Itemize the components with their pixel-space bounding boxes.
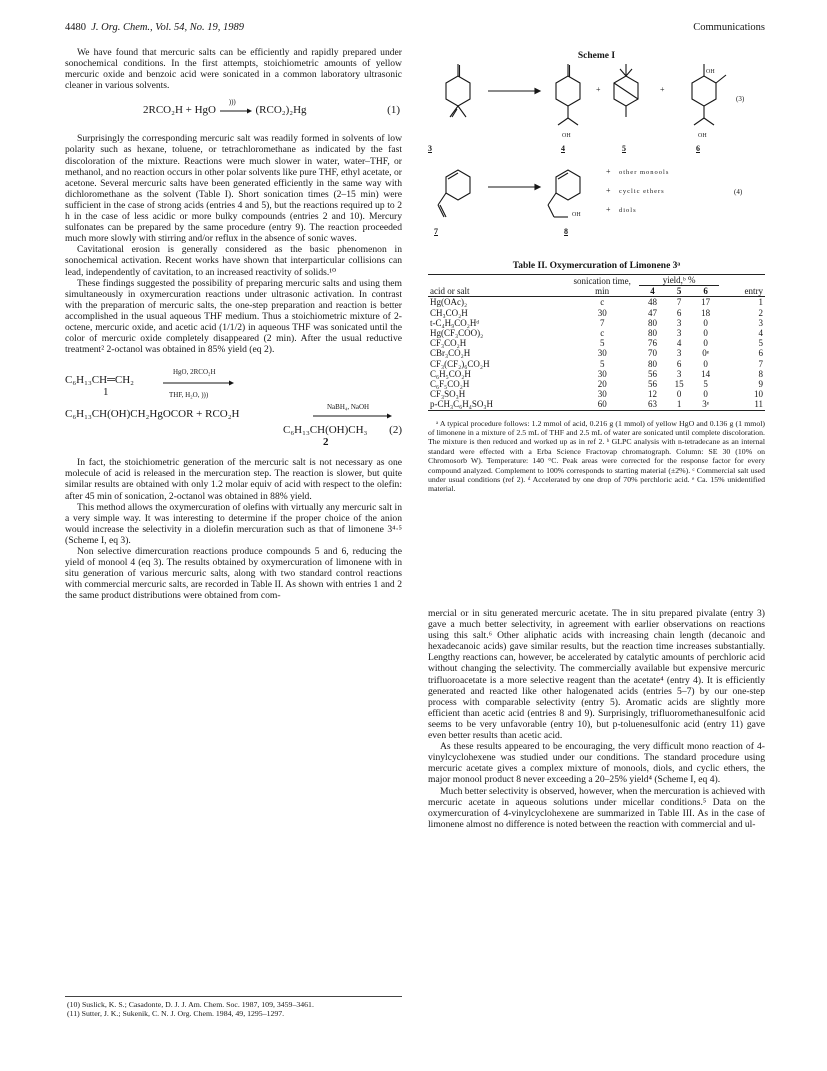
label-6: 6 <box>696 144 700 153</box>
eq2-number: (2) <box>389 424 402 437</box>
footnote-11: (11) Sutter, J. K.; Sukenik, C. N. J. Org. Chem. 1984, 49, 1295–1297. <box>67 1009 285 1019</box>
table-title: Table II. Oxymercuration of Limonene 3ᵃ <box>512 261 681 271</box>
plus-sign: + <box>606 205 611 214</box>
cell-acid: C₆F₅CO₂H <box>430 379 470 390</box>
cell-acid: C₆H₅CO₂H <box>430 368 471 379</box>
scheme-drawing <box>428 47 765 260</box>
left-column <box>65 47 402 601</box>
other-monools: other monools <box>619 169 670 176</box>
eq3-number: (3) <box>736 95 745 103</box>
equation-2 <box>65 359 402 451</box>
cell-acid: CH₃CO₂H <box>430 307 468 318</box>
cell-yield-6: 0 <box>703 317 708 328</box>
paragraph: Non selective dimercuration reactions produce compounds 5 and 6, reducing the yield of monool 4 (eq 3). The results obtained by oxymercuration of limonene with in situ generation of various mercuric salts, along with two standard control reactions with commercial mercuric salts, are recorded in Table II. As shown with entries 1 and 2 the same product distributions were obtained from com- <box>65 546 402 602</box>
compound-8-ring <box>556 170 580 200</box>
table-2 <box>428 261 765 494</box>
footnotes <box>65 996 402 1019</box>
header-acid: acid or salt <box>428 275 565 297</box>
header-4: 4 <box>650 286 655 297</box>
page-number: 4480 <box>65 22 86 33</box>
cell-yield-5: 7 <box>676 297 682 308</box>
eq4-number: (4) <box>734 188 743 196</box>
eq2-intermediate: C₆H₁₃CH(OH)CH₂HgOCOR + RCO₂H <box>65 408 240 421</box>
header-entry: entry <box>719 275 765 297</box>
paragraph: Cavitational erosion is generally considered as the basic phenomenon in sonochemical activation. Recent works have shown that interparticular collisions can lead, independently of cavitation, to an increased reactivity of solids.¹⁰ <box>65 244 402 278</box>
cell-yield-4: 80 <box>647 358 657 369</box>
page-header <box>65 22 765 36</box>
cell-yield-4: 70 <box>647 348 657 359</box>
cell-time: 30 <box>597 368 607 379</box>
header-sonication: sonication time, min <box>565 275 639 297</box>
cell-acid: t-C₄H₉CO₂Hᵈ <box>430 317 480 328</box>
cell-yield-4: 80 <box>647 317 657 328</box>
table-row <box>428 359 765 369</box>
table-row <box>428 297 765 308</box>
cell-yield-6: 0 <box>703 328 708 339</box>
eq2-reagent-below-1: THF, H₂O, ))) <box>169 391 209 400</box>
cell-acid: p-CH₃C₆H₄SO₃H <box>430 399 494 410</box>
table-row <box>428 318 765 328</box>
cell-yield-6: 18 <box>701 307 711 318</box>
cell-entry: 9 <box>758 379 763 390</box>
cell-acid: Hg(OAc)₂ <box>430 297 468 308</box>
right-column-text <box>428 608 765 830</box>
table-row <box>428 369 765 379</box>
cell-yield-5: 4 <box>676 338 682 349</box>
cell-yield-5: 3 <box>676 368 682 379</box>
scheme-title: Scheme I <box>577 51 616 61</box>
cyclic-ethers: cyclic ethers <box>619 188 665 195</box>
oh-label-4: OH <box>562 133 571 139</box>
eq1-number: (1) <box>387 104 400 117</box>
cell-yield-6: 17 <box>701 297 711 308</box>
header-left <box>65 22 244 33</box>
eq1-reactants: 2RCO₂H + HgO <box>143 104 216 117</box>
section-name: Communications <box>693 22 765 33</box>
eq2-label-1: 1 <box>103 386 109 399</box>
cell-entry: 8 <box>758 368 763 379</box>
plus-sign: + <box>660 85 665 94</box>
paragraph: As these results appeared to be encouraging, the very difficult mono reaction of 4-vinylcyclohexene was studied under our conditions. The standard procedure using mercuric acetate gives a complex mixture of monools, diols, and cyclic ethers, the major monool product 8 never exceeding a 20–25% yield⁴ (Scheme I, eq 4). <box>428 741 765 786</box>
label-5: 5 <box>622 144 626 153</box>
footnote-10: (10) Suslick, K. S.; Casadonte, D. J. J. Am. Chem. Soc. 1987, 109, 3459–3461. <box>67 1000 314 1009</box>
paragraph: In fact, the stoichiometric generation of the mercuric salt is not necessary as one molecule of acid is released in the mercuration step. The reaction is slower, but quite similar results are obtained with only 1.2 molar equiv of acid with respect to the olefin: after 45 min of sonication, 2-octanol was obtained in 88% yield. <box>65 457 402 502</box>
paragraph: Surprisingly the corresponding mercuric salt was readily formed in solvents of low polarity such as hexane, toluene, or tetrachloromethane as indicated by the fast discoloration of the mixture. Reactions were much slower in water, water–THF, or methanol, and no reaction occurs in other polar solvents like pure THF, ethyl acetate, or acetone. Several mercuric salts have been generated efficiently in the same way with dichloromethane as the solvent (Table I). Short sonication times (2–15 min) were sufficient in the case of strong acids (entries 4 and 5), but the reactions required up to 2 h in the case of less acidic or more bulky compounds (entries 2 and 10). Mercury sulfonates can be prepared by the same procedure (entry 9). The reaction proceeded much more slowly with stirring and/or reflux in the absence of sonic waves. <box>65 133 402 245</box>
cell-time: 30 <box>597 307 607 318</box>
cell-yield-4: 48 <box>647 297 657 308</box>
eq2-arrow-2 <box>313 412 393 420</box>
cell-yield-4: 63 <box>647 399 657 410</box>
plus-sign: + <box>606 186 611 195</box>
cell-time: 7 <box>599 317 605 328</box>
label-7: 7 <box>434 227 438 236</box>
cell-yield-5: 1 <box>676 399 682 410</box>
table-notes: ᵃ A typical procedure follows: 1.2 mmol of acid, 0.216 g (1 mmol) of yellow HgO and 0.136 g (1 mmol) of limonene in a mixture of 2.5 mL of THF and 2.5 mL of water are sonicated until complete discoloration. The mixture is then reduced and worked up as in ref 2. ᵇ GLPC analysis with n-tetradecane as an internal standard were effected with a Erba Science Fractovap chromatograph. Column: SE 30 (10% on Chromosorb W). Temperature: 140 °C. Peak areas were corrected for the response factor for every compound analyzed. Complement to 100% corresponds to starting material (±2%). ᶜ Commercial salt used under usual conditions (ref 2). ᵈ Accelerated by one drop of 70% perchloric acid. ᵉ Ca. 15% unidentified material. <box>428 418 765 494</box>
cell-yield-4: 76 <box>647 338 657 349</box>
oh-label-6: OH <box>706 69 715 75</box>
cell-yield-5: 3 <box>676 328 682 339</box>
cell-entry: 1 <box>758 297 763 308</box>
cell-acid: CF₃SO₃H <box>430 389 466 400</box>
paragraph: This method allows the oxymercuration of olefins with virtually any mercuric salt in a very simple way. It was interesting to determine if the proper choice of the anion would increase the selectivity in a diolefin mercuration such as that of limonene 3⁴·⁵ (Scheme I, eq 3). <box>65 501 402 546</box>
vinylcyclohexene-ring <box>446 170 470 200</box>
table-row <box>428 389 765 399</box>
label-3: 3 <box>428 144 432 153</box>
equation-1 <box>65 97 402 127</box>
cell-time: 30 <box>597 389 607 400</box>
oh-label-6b: OH <box>698 133 707 139</box>
plus-sign: + <box>606 167 611 176</box>
eq2-label-2: 2 <box>323 436 329 449</box>
plus-sign: + <box>596 85 601 94</box>
cell-entry: 2 <box>758 307 763 318</box>
paragraph: We have found that mercuric salts can be efficiently and rapidly prepared under sonochemical conditions. In the first attempts, stoichiometric amounts of yellow mercuric oxide and benzoic acid were sonicated in a common laboratory ultrasonic cleaner in various solvents. <box>65 47 402 92</box>
eq2-reagent-above-2: NaBH₄, NaOH <box>327 403 370 412</box>
cell-yield-4: 56 <box>647 368 657 379</box>
cell-yield-6: 0 <box>703 338 708 349</box>
diols: diols <box>619 207 637 214</box>
cell-yield-6: 0ᵉ <box>702 348 710 359</box>
eq1-arrow-label: ))) <box>228 97 236 106</box>
cell-acid: CF₃CO₂H <box>430 338 467 349</box>
cell-yield-4: 56 <box>647 379 657 390</box>
eq2-reactant: C₆H₁₃CH═CH₂ <box>65 374 134 387</box>
data-table <box>428 274 765 411</box>
cell-yield-6: 3ᵉ <box>702 399 710 410</box>
cell-yield-5: 6 <box>676 307 682 318</box>
compound-6-ring <box>692 76 716 106</box>
table-row <box>428 399 765 410</box>
cell-yield-5: 0 <box>676 389 682 400</box>
label-4: 4 <box>561 144 565 153</box>
paragraph: Much better selectivity is observed, however, when the mercuration is achieved with mercuric acetate in aqueous solutions under micellar conditions.⁵ Data on the oxymercuration of 4-vinylcyclohexene are summarized in Table III. As in the case of limonene almost no difference is noted between the reaction with commercial and ul- <box>428 785 765 830</box>
cell-time: 5 <box>599 358 605 369</box>
cell-yield-6: 0 <box>703 358 708 369</box>
cell-entry: 5 <box>758 338 763 349</box>
cell-yield-5: 15 <box>674 379 684 390</box>
cell-acid: Hg(CF₃COO)₂ <box>430 328 484 339</box>
cell-entry: 3 <box>758 317 763 328</box>
scheme-1 <box>428 47 765 260</box>
table-row <box>428 328 765 338</box>
journal-citation: J. Org. Chem., Vol. 54, No. 19, 1989 <box>91 22 244 33</box>
cell-entry: 6 <box>758 348 763 359</box>
table-row <box>428 379 765 389</box>
cell-time: 60 <box>597 399 607 410</box>
cell-yield-6: 0 <box>703 389 708 400</box>
cell-time: 5 <box>599 338 605 349</box>
limonene-ring <box>446 76 470 106</box>
cell-yield-6: 5 <box>703 379 708 390</box>
label-8: 8 <box>564 227 568 236</box>
eq1-products: (RCO₂)₂Hg <box>255 104 307 117</box>
cell-yield-6: 14 <box>701 368 711 379</box>
cell-time: 20 <box>597 379 607 390</box>
cell-yield-4: 80 <box>647 328 657 339</box>
header-5: 5 <box>676 286 682 297</box>
eq2-product: C₆H₁₃CH(OH)CH₃ <box>283 424 368 437</box>
cell-yield-5: 3 <box>676 317 682 328</box>
eq2-reagent-above-1: HgO, 2RCO₂H <box>173 368 216 377</box>
cell-entry: 7 <box>758 358 763 369</box>
cell-yield-4: 12 <box>647 389 657 400</box>
cell-yield-5: 3 <box>676 348 682 359</box>
paragraph: These findings suggested the possibility of preparing mercuric salts and using them simultaneously in oxymercuration reactions under ultrasonic activation. In contrast with the preparation of mercuric salts, the one-step preparation and reaction is better accomplished in the usual aqueous THF medium. Thus a stoichiometric mixture of 2-octene, mercuric oxide, and acetic acid (1/1/2) in aqueous THF was sonicated until the color of mercuric oxide completely disappeared (2 min). After the usual reductive treatment² 2-octanol was obtained in 85% yield (eq 2). <box>65 277 402 356</box>
cell-acid: CBr₃CO₂H <box>430 348 471 359</box>
paragraph: mercial or in situ generated mercuric acetate. The in situ prepared pivalate (entry 3) gave a much better selectivity, in agreement with earlier observations on reactions using this salt.⁶ Other aliphatic acids with increasing chain length (decanoic and hexadecanoic acids) gave similar results, but the reaction time increases substantially. Lengthy reactions can, however, be accelerated by catalytic amounts of perchloric acid without changing the selectivity. The commercially available but expensive mercuric trifluoroacetate is a more selective reagent than the acetate⁴ (entry 4). It is efficiently generated and reacted like other halogenated acids (entries 5–7) by our one-step process with comparable selectivity (entry 5). Aromatic acids are slightly more efficient than acetic acid (entries 8 and 9). Surprisingly, trifluoromethanesulfonic acid seems to be very unfavorable (entry 10), but p-toluenesulfonic acid (entry 11) gave even better results than acetic acid. <box>428 608 765 742</box>
cell-entry: 11 <box>754 399 763 410</box>
cell-acid: CF₃(CF₂)₆CO₂H <box>430 358 490 369</box>
cell-yield-4: 47 <box>647 307 657 318</box>
header-6: 6 <box>703 286 708 297</box>
table-row <box>428 308 765 318</box>
header-yield: yield,ᵇ % <box>639 275 719 286</box>
cell-entry: 4 <box>758 328 763 339</box>
eq1-arrow <box>219 97 253 116</box>
eq2-arrow-1 <box>163 379 235 387</box>
oh-label-8: OH <box>572 212 581 218</box>
cell-time: 30 <box>597 348 607 359</box>
cell-time: c <box>600 328 605 339</box>
table-body <box>428 297 765 410</box>
compound-4-ring <box>556 76 580 106</box>
cell-entry: 10 <box>754 389 763 400</box>
table-row <box>428 348 765 358</box>
table-row <box>428 338 765 348</box>
cell-time: c <box>600 297 605 308</box>
cell-yield-5: 6 <box>676 358 682 369</box>
